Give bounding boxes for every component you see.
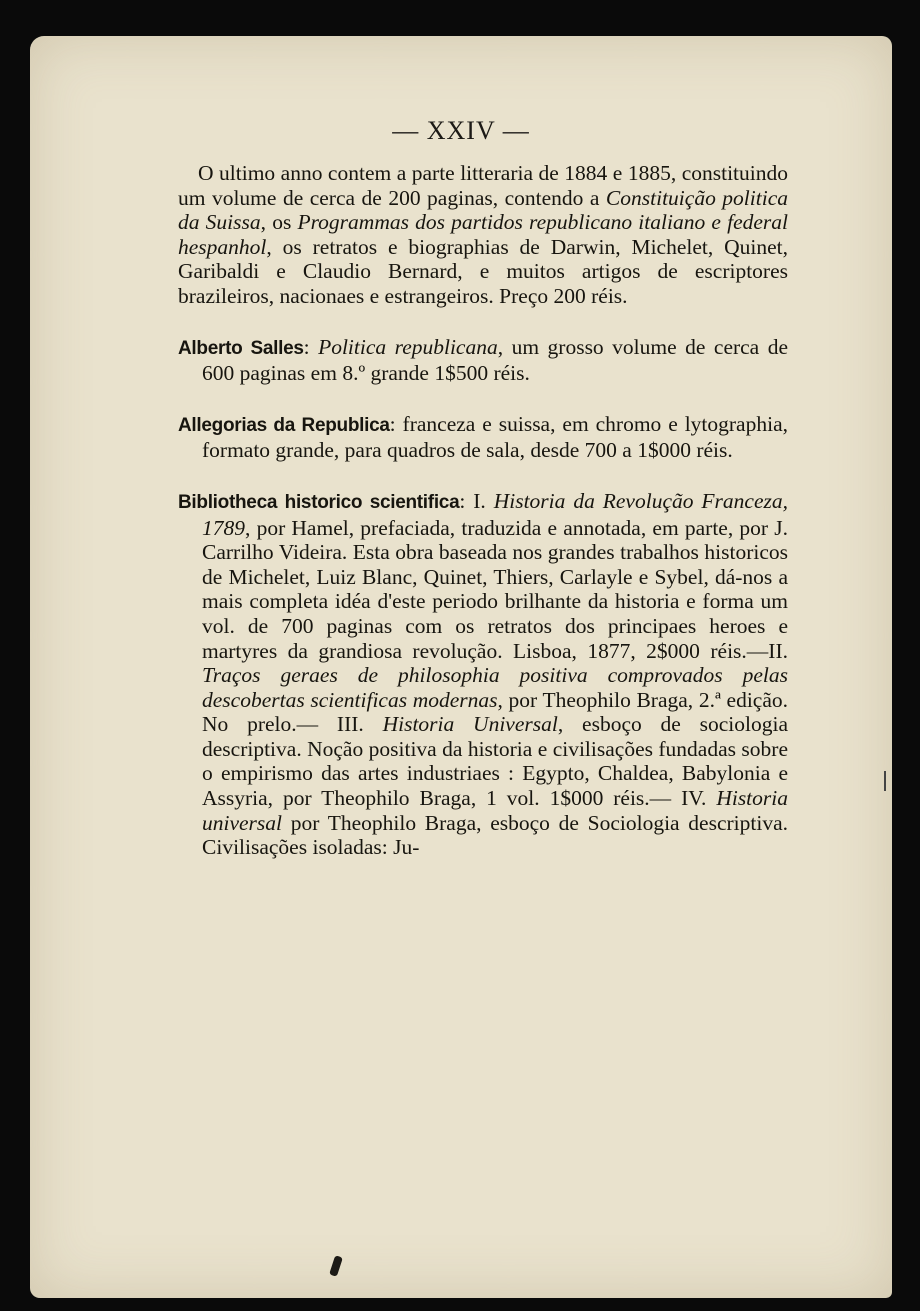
running-head: — XXIV — bbox=[392, 116, 530, 145]
entry-alberto-salles bbox=[178, 335, 788, 386]
body-text bbox=[178, 161, 788, 886]
entry-italic: Politica republicana bbox=[318, 334, 498, 359]
entry-italic: Traços geraes de philosophia positiva comprovados pelas descobertas scientificas modernas bbox=[202, 663, 788, 712]
entry-italic: Historia universal bbox=[202, 786, 788, 835]
margin-mark bbox=[884, 771, 892, 791]
entry-label: Alberto Salles bbox=[178, 337, 304, 359]
entry-text: , um grosso volume de cerca de 600 paginas em 8.º grande 1$500 réis. bbox=[202, 334, 788, 386]
entry-label: Allegorias da Republica bbox=[178, 414, 390, 436]
entry-text: : I. bbox=[459, 488, 494, 513]
intro-italic-1: Constituição politica da Suissa bbox=[178, 185, 788, 235]
intro-italic-2: Programmas dos partidos republicano italiano e federal hespanhol bbox=[178, 210, 788, 259]
entry-italic: Historia Universal bbox=[382, 712, 558, 737]
entry-text: : franceza e suissa, em chromo e lytographia, formato grande, para quadros de sala, desde 700 a 1$000 réis. bbox=[202, 411, 788, 463]
entry-allegorias bbox=[178, 412, 788, 463]
entry-text: : bbox=[303, 334, 319, 359]
entry-text: por Theophilo Braga, esboço de Sociologia descriptiva. Civilisações isoladas: Ju- bbox=[202, 810, 788, 860]
intro-text-3: , os retratos e biographias de Darwin, Michelet, Quinet, Garibaldi e Claudio Bernard, e muitos artigos de escriptores brazileiros, nacionaes e estrangeiros. Preço 200 réis. bbox=[178, 234, 788, 308]
entry-text: , esboço de sociologia descriptiva. Noção positiva da historia e civilisações fundadas sobre o empirismo das artes industriaes : Egypto, Chaldea, Babylonia e Assyria, por Theophilo Braga, 1 vol. 1$000 réis.— IV. bbox=[202, 712, 788, 811]
intro-text-1: O ultimo anno contem a parte litteraria de 1884 e 1885, constituindo um volume de cerca de 200 paginas, contendo a bbox=[178, 161, 788, 210]
ink-mark bbox=[329, 1255, 343, 1276]
book-page bbox=[30, 36, 892, 1298]
intro-text-2: , os bbox=[260, 210, 298, 235]
entry-label: Bibliotheca historico scientifica bbox=[178, 491, 460, 513]
intro-paragraph bbox=[178, 161, 788, 309]
entry-italic: Historia da Revolução Franceza, 1789 bbox=[202, 488, 788, 540]
entry-text: , por Theophilo Braga, 2.ª edição. No prelo.— III. bbox=[202, 687, 788, 737]
entry-bibliotheca bbox=[178, 489, 788, 860]
entry-text: , por Hamel, prefaciada, traduzida e annotada, em parte, por J. Carrilho Videira. Esta obra baseada nos grandes trabalhos historicos de Michelet, Luiz Blanc, Quinet, Thiers, Carlayle e Sybel, dá-nos a mais completa idéa d'este periodo brilhante da historia e forma um vol. de 700 paginas com os retratos dos principaes heroes e martyres da grandiosa revolução. Lisboa, 1877, 2$000 réis.—II. bbox=[202, 515, 788, 663]
